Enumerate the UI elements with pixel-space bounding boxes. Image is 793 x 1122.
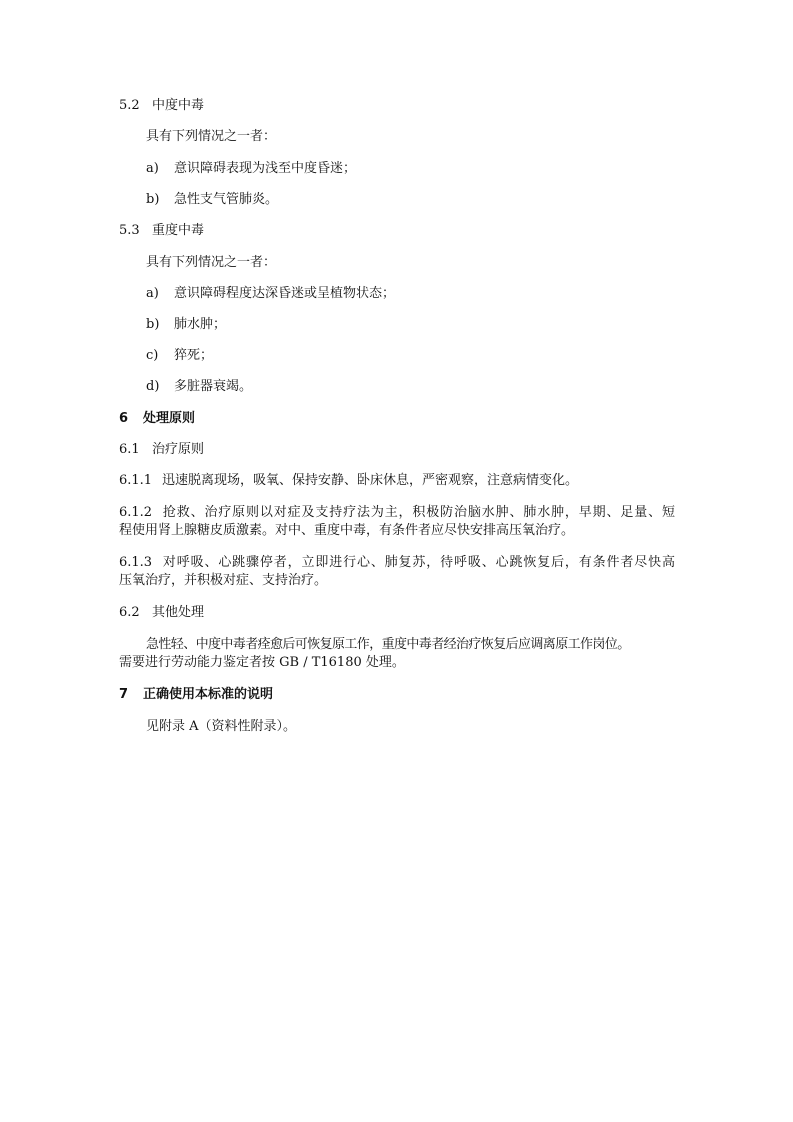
section-heading-7 (119, 686, 273, 704)
section-number: 6.1 (119, 442, 140, 457)
clause-6-1-3-line-1 (119, 554, 675, 572)
section-number: 7 (119, 687, 129, 702)
section-heading-6-1 (119, 441, 204, 459)
section-heading-5-2 (119, 97, 204, 115)
list-item-label: d) (146, 379, 160, 394)
list-item-text: 猝死； (174, 348, 214, 363)
paragraph-7: 见附录 A（资料性附录）。 (146, 719, 297, 734)
clause-6-1-2-line-1 (119, 504, 675, 522)
list-item (146, 160, 356, 178)
clause-text: 抢救、治疗原则以对症及支持疗法为主，积极防治脑水肿、肺水肿，早期、足量、短 (162, 505, 675, 520)
list-item-text: 肺水肿； (174, 317, 227, 332)
clause-number: 6.1.3 (119, 555, 153, 570)
list-item (146, 285, 395, 303)
clause-6-1-2-line-2: 程使用肾上腺糖皮质激素。对中、重度中毒，有条件者应尽快安排高压氧治疗。 (119, 523, 575, 538)
list-item-label: c) (146, 348, 159, 363)
list-item (146, 378, 252, 396)
section-heading-5-3 (119, 222, 204, 240)
clause-number: 6.1.2 (119, 505, 153, 520)
section-number: 6.2 (119, 605, 140, 620)
clause-6-1-3-line-2: 压氧治疗，并积极对症、支持治疗。 (119, 573, 328, 588)
list-item-label: b) (146, 317, 160, 332)
section-heading-6-2 (119, 604, 204, 622)
paragraph-6-2-line-1: 急性轻、中度中毒者痊愈后可恢复原工作，重度中毒者经治疗恢复后应调离原工作岗位。 (146, 637, 630, 652)
section-title: 正确使用本标准的说明 (143, 687, 274, 702)
section-title: 治疗原则 (152, 442, 205, 457)
section-heading-6 (119, 410, 195, 428)
section-number: 5.2 (119, 98, 140, 113)
list-item-text: 意识障碍程度达深昏迷或呈植物状态； (174, 286, 396, 301)
list-item (146, 347, 213, 365)
list-item (146, 191, 278, 209)
clause-text: 对呼吸、心跳骤停者，立即进行心、肺复苏，待呼吸、心跳恢复后，有条件者尽快高 (162, 555, 675, 570)
paragraph-6-2-line-2: 需要进行劳动能力鉴定者按 GB / T16180 处理。 (119, 655, 405, 670)
list-item-label: a) (146, 161, 159, 176)
list-item-text: 急性支气管肺炎。 (174, 192, 279, 207)
section-number: 5.3 (119, 223, 140, 238)
list-item-text: 意识障碍表现为浅至中度昏迷； (174, 161, 357, 176)
section-title: 其他处理 (152, 605, 205, 620)
list-item (146, 316, 226, 334)
clause-text: 迅速脱离现场，吸氧、保持安静、卧床休息，严密观察，注意病情变化。 (162, 473, 579, 488)
clause-number: 6.1.1 (119, 473, 153, 488)
list-item-label: a) (146, 286, 159, 301)
section-title: 处理原则 (143, 411, 196, 426)
section-title: 中度中毒 (152, 98, 205, 113)
paragraph-intro: 具有下列情况之一者： (146, 255, 277, 270)
section-number: 6 (119, 411, 129, 426)
list-item-text: 多脏器衰竭。 (174, 379, 253, 394)
clause-6-1-1 (119, 472, 578, 490)
paragraph-intro: 具有下列情况之一者： (146, 129, 277, 144)
section-title: 重度中毒 (152, 223, 205, 238)
list-item-label: b) (146, 192, 160, 207)
